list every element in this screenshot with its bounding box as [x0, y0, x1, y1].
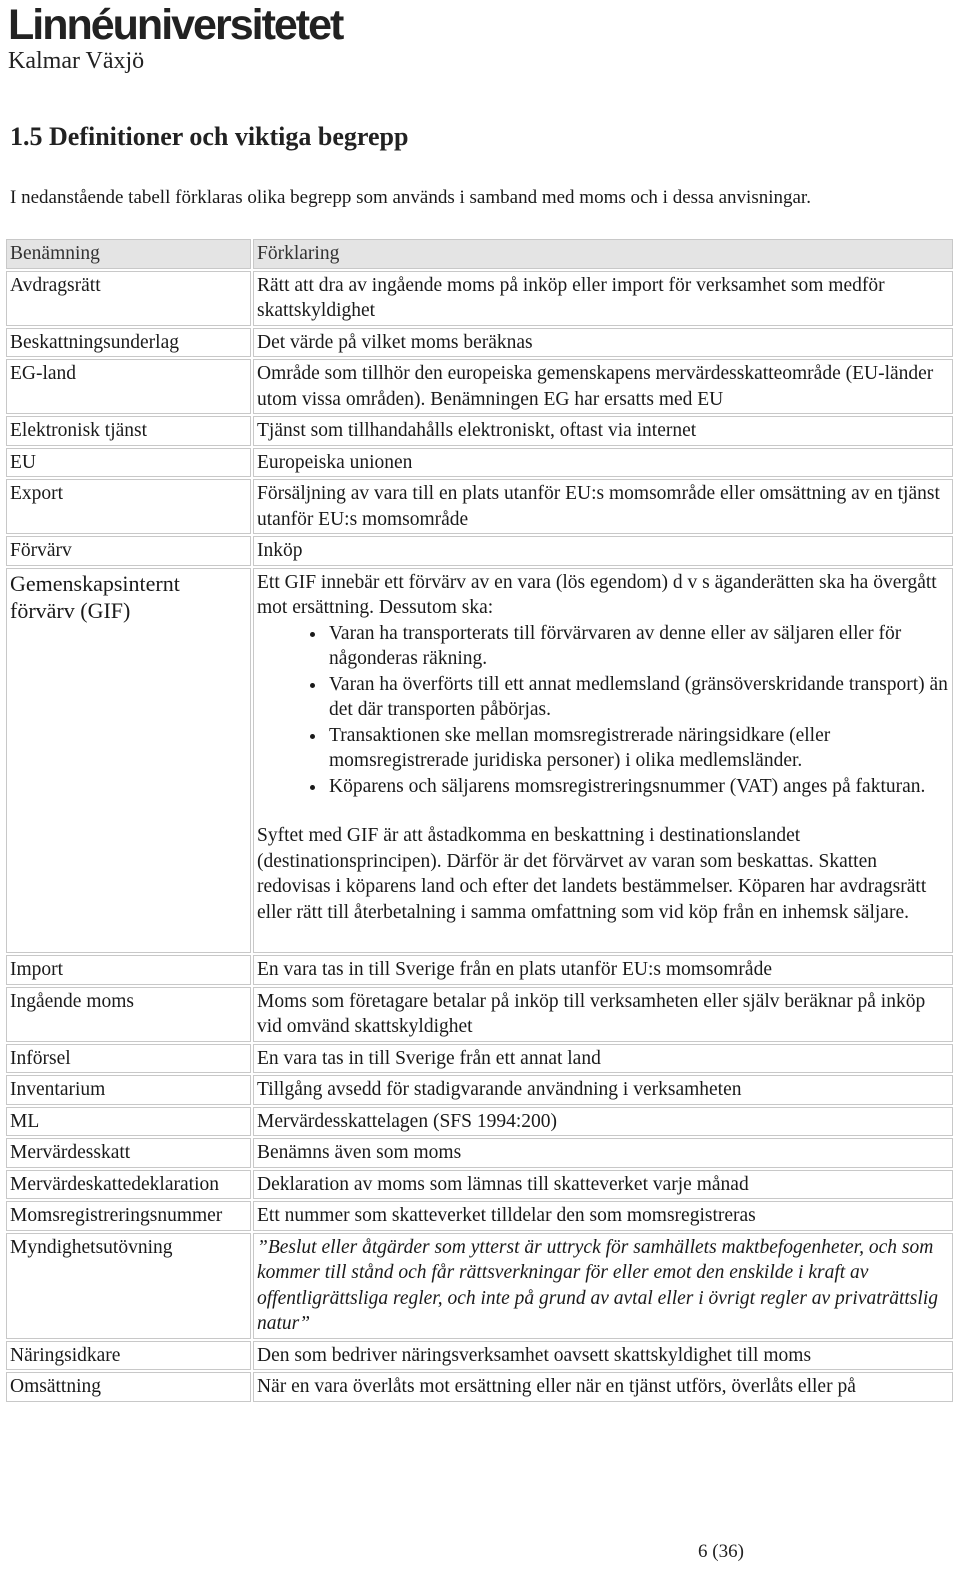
gif-conditions-list [257, 621, 949, 800]
table-row [6, 955, 953, 985]
university-logo [8, 2, 342, 74]
term-cell: ML [6, 1107, 251, 1137]
gif-intro: Ett GIF innebär ett förvärv av en vara (lös egendom) d v s äganderätten ska ha övergått mot ersättning. Dessutom ska: [257, 571, 937, 618]
term-cell: Förvärv [6, 536, 251, 566]
list-item: • Varan ha överförts till ett annat medlemsland (gränsöverskridande transport) än det där transporten påbörjas. [327, 672, 949, 723]
header-term: Benämning [6, 239, 251, 269]
term-cell: Momsregistreringsnummer [6, 1201, 251, 1231]
section-intro: I nedanstående tabell förklaras olika begrepp som används i samband med moms och i dessa anvisningar. [10, 187, 811, 208]
table-row [6, 1341, 953, 1371]
list-item: • Transaktionen ske mellan momsregistrerade näringsidkare (eller momsregistrerade juridiska personer) i olika medlemsländer. [327, 723, 949, 774]
table-row [6, 1044, 953, 1074]
term-cell: Mervärdesskatt [6, 1138, 251, 1168]
table-row [6, 448, 953, 478]
table-row [6, 987, 953, 1042]
term-cell: Export [6, 479, 251, 534]
table-row [6, 1233, 953, 1339]
term-cell: Avdragsrätt [6, 271, 251, 326]
term-cell: Mervärdeskattedeklaration [6, 1170, 251, 1200]
page-number: 6 (36) [698, 1541, 744, 1562]
definition-cell: Ett nummer som skatteverket tilldelar den som momsregistreras [253, 1201, 953, 1231]
definition-cell: Det värde på vilket moms beräknas [253, 328, 953, 358]
definition-cell-quote: ”Beslut eller åtgärder som ytterst är uttryck för samhällets maktbefogenheter, och som kommer till stånd och får rättsverkningar för eller emot den enskilde i kraft av offentligrättsliga regler, och inte på grund av avtal eller i övrigt regler av privaträttslig natur” [253, 1233, 953, 1339]
table-row [6, 416, 953, 446]
definition-cell: Tillgång avsedd för stadigvarande användning i verksamheten [253, 1075, 953, 1105]
definition-cell: Område som tillhör den europeiska gemenskapens mervärdesskatteområde (EU-länder utom vissa områden). Benämningen EG har ersatts med EU [253, 359, 953, 414]
definition-cell: Europeiska unionen [253, 448, 953, 478]
table-row [6, 1201, 953, 1231]
logo-name: Linnéuniversitetet [8, 1, 343, 49]
list-item: • Varan ha transporterats till förvärvaren av denne eller av säljaren eller för någonderas räkning. [327, 621, 949, 672]
term-cell: Näringsidkare [6, 1341, 251, 1371]
section-title: 1.5 Definitioner och viktiga begrepp [10, 122, 409, 151]
table-row [6, 1107, 953, 1137]
table-row [6, 1372, 953, 1402]
term-cell: Ingående moms [6, 987, 251, 1042]
definition-cell: Inköp [253, 536, 953, 566]
table-row [6, 271, 953, 326]
table-row [6, 328, 953, 358]
definition-cell: Mervärdesskattelagen (SFS 1994:200) [253, 1107, 953, 1137]
list-item: • Köparens och säljarens momsregistreringsnummer (VAT) anges på fakturan. [327, 774, 949, 800]
term-cell: Inventarium [6, 1075, 251, 1105]
header-definition: Förklaring [253, 239, 953, 269]
spacer [257, 799, 949, 823]
term-cell: EU [6, 448, 251, 478]
table-row [6, 359, 953, 414]
definition-cell: Den som bedriver näringsverksamhet oavsett skattskyldighet till moms [253, 1341, 953, 1371]
definition-cell: Tjänst som tillhandahålls elektroniskt, oftast via internet [253, 416, 953, 446]
definition-cell: En vara tas in till Sverige från en plats utanför EU:s momsområde [253, 955, 953, 985]
definitions-table [4, 237, 955, 1404]
table-row [6, 536, 953, 566]
table-row [6, 1170, 953, 1200]
term-cell: Import [6, 955, 251, 985]
definition-cell: Moms som företagare betalar på inköp till verksamheten eller själv beräknar på inköp vid omvänd skattskyldighet [253, 987, 953, 1042]
definition-cell: Rätt att dra av ingående moms på inköp eller import för verksamhet som medför skattskyldighet [253, 271, 953, 326]
definition-cell: Försäljning av vara till en plats utanför EU:s momsområde eller omsättning av en tjänst utanför EU:s momsområde [253, 479, 953, 534]
definition-cell: Deklaration av moms som lämnas till skatteverket varje månad [253, 1170, 953, 1200]
gif-outro: Syftet med GIF är att åstadkomma en beskattning i destinationslandet (destinationsprincipen). Därför är det förvärvet av varan som beskattas. Skatten redovisas i köparens land och efter det landets bestämmelser. Köparen har avdragsrätt eller rätt till återbetalning i samma omfattning som vid köp från en inhemsk säljare. [257, 825, 927, 923]
term-cell: Elektronisk tjänst [6, 416, 251, 446]
term-cell: Beskattningsunderlag [6, 328, 251, 358]
table-header-row [6, 239, 953, 269]
table-row [6, 479, 953, 534]
definition-cell: En vara tas in till Sverige från ett annat land [253, 1044, 953, 1074]
definition-cell [253, 568, 953, 954]
table-row [6, 1138, 953, 1168]
term-cell: Myndighetsutövning [6, 1233, 251, 1339]
term-cell: Införsel [6, 1044, 251, 1074]
definition-cell: Benämns även som moms [253, 1138, 953, 1168]
definition-cell: När en vara överlåts mot ersättning eller när en tjänst utförs, överlåts eller på [253, 1372, 953, 1402]
spacer [257, 925, 949, 951]
logo-campuses: Kalmar Växjö [8, 48, 145, 74]
term-cell: Omsättning [6, 1372, 251, 1402]
table-row [6, 1075, 953, 1105]
term-cell: EG-land [6, 359, 251, 414]
term-cell: Gemenskapsinternt förvärv (GIF) [6, 568, 251, 954]
table-row-gif [6, 568, 953, 954]
